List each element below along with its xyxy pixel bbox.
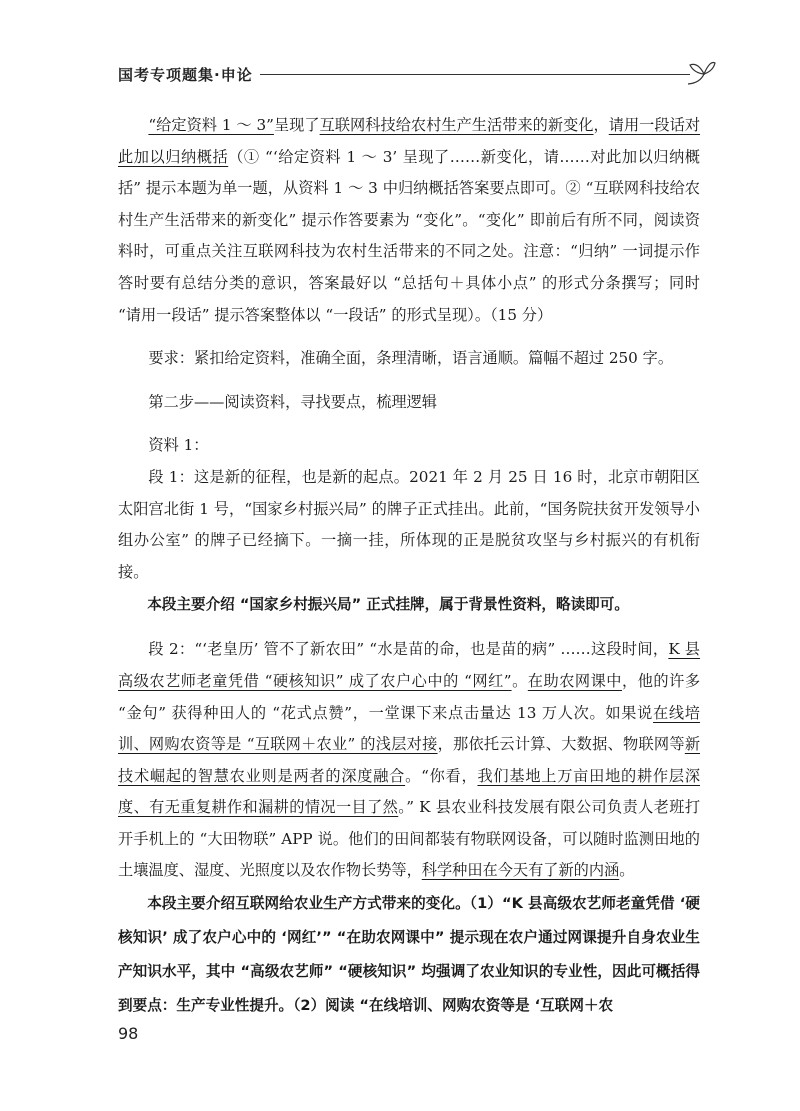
text-span: 。	[511, 671, 528, 690]
step-heading: 第二步——阅读资料，寻找要点，梳理逻辑	[148, 392, 437, 411]
underlined-phrase: 新技术崛起的智慧农业则是两者的深度融合	[118, 735, 701, 785]
page-body	[118, 110, 700, 1023]
running-header	[118, 58, 718, 98]
page-number: 98	[118, 1024, 139, 1043]
text-span: 。” K 县农业科技发展有限公司负责人老班打开手机上的 “大田物联” APP 说。他们的田间都装有物联网设备，可以随时监测田地的土壤温度、湿度、光照度以及农作物长势等，	[118, 798, 701, 880]
underlined-phrase: K 县高级农艺师老童凭借 “硬核知识” 成了农户心中的 “网红”	[118, 640, 700, 690]
underlined-phrase: 请用一段话对此加以归纳概括	[118, 116, 701, 166]
underlined-phrase: 科学种田在今天有了新的内涵	[421, 861, 620, 880]
underlined-phrase: 我们基地上万亩田地的耕作层深度、有无重复耕作和漏耕的情况一目了然	[118, 766, 701, 817]
analysis-note-1: 本段主要介绍 “国家乡村振兴局” 正式挂牌，属于背景性资料，略读即可。	[147, 596, 629, 614]
text-span: ，他的许多 “金句” 获得种田人的 “花式点赞”，一堂课下来点击量达 13 万人次。如果说	[118, 671, 701, 722]
question-paragraph	[118, 110, 700, 331]
text-span: 呈现了	[273, 116, 320, 134]
sprout-icon	[686, 58, 716, 86]
material-label: 资料 1：	[148, 436, 209, 455]
text-span: ，那依托云计算、大数据、物联网等	[437, 735, 685, 754]
underlined-phrase: 在助农网课中	[527, 671, 623, 690]
requirement-paragraph: 要求：紧扣给定资料，准确全面，条理清晰，语言通顺。篇幅不超过 250 字。	[148, 349, 674, 368]
text-span: 段 2：“‘老皇历’ 管不了新农田” “水是苗的命，也是苗的病” ……这段时间，	[148, 640, 669, 659]
text-span: （① “‘给定资料 1 ～ 3’ 呈现了……新变化，请……对此加以归纳概括” 提示本题为单一题，从资料 1 ～ 3 中归纳概括答案要点即可。② “互联网科技给农村生产生活带来的新变化” 提示作答要素为 “变化”。“变化” 即前后有所不同，阅读资料时，可重点关注互联网科技为农村生活带来的不同之处。注意：“归纳” 一词提示作答时要有总结分类的意识，答案最好以 “总括句＋具体小点” 的形式分条撰写；同时 “请用一段话” 提示答案整体以 “一段话” 的形式呈现）。（15 分）	[118, 147, 700, 324]
text-span: 。	[619, 861, 635, 880]
underlined-phrase: 在线培训、网购农资等是 “互联网＋农业” 的浅层对接	[118, 703, 700, 754]
underlined-phrase: 互联网科技给农村生产生活带来的新变化	[319, 116, 594, 134]
text-span: 。“你看，	[405, 766, 478, 785]
analysis-note-2: 本段主要介绍互联网给农业生产方式带来的变化。（1）“K 县高级农艺师老童凭借 ‘硬核知识’ 成了农户心中的 ‘网红’” “在助农网课中” 提示现在农户通过网课提升自身农业生产知识水平，其中 “高级农艺师” “硬核知识” 均强调了农业知识的专业性，因此可概括得到要点：生产专业性提升。（2）阅读 “在线培训、网购农资等是 ‘互联网＋农	[118, 895, 700, 1015]
underlined-phrase: “给定资料 1 ～ 3”	[148, 116, 274, 134]
text-span: ，	[593, 116, 609, 134]
book-title: 国考专项题集·申论	[118, 66, 253, 84]
material-paragraph-1: 段 1：这是新的征程，也是新的起点。2021 年 2 月 25 日 16 时，北京市朝阳区太阳宫北街 1 号，“国家乡村振兴局” 的牌子正式挂出。此前，“国务院扶贫开发领导小组办公室” 的牌子已经摘下。一摘一挂，所体现的正是脱贫攻坚与乡村振兴的有机衔接。	[118, 467, 700, 581]
header-rule	[260, 74, 690, 75]
material-paragraph-2	[118, 634, 700, 887]
